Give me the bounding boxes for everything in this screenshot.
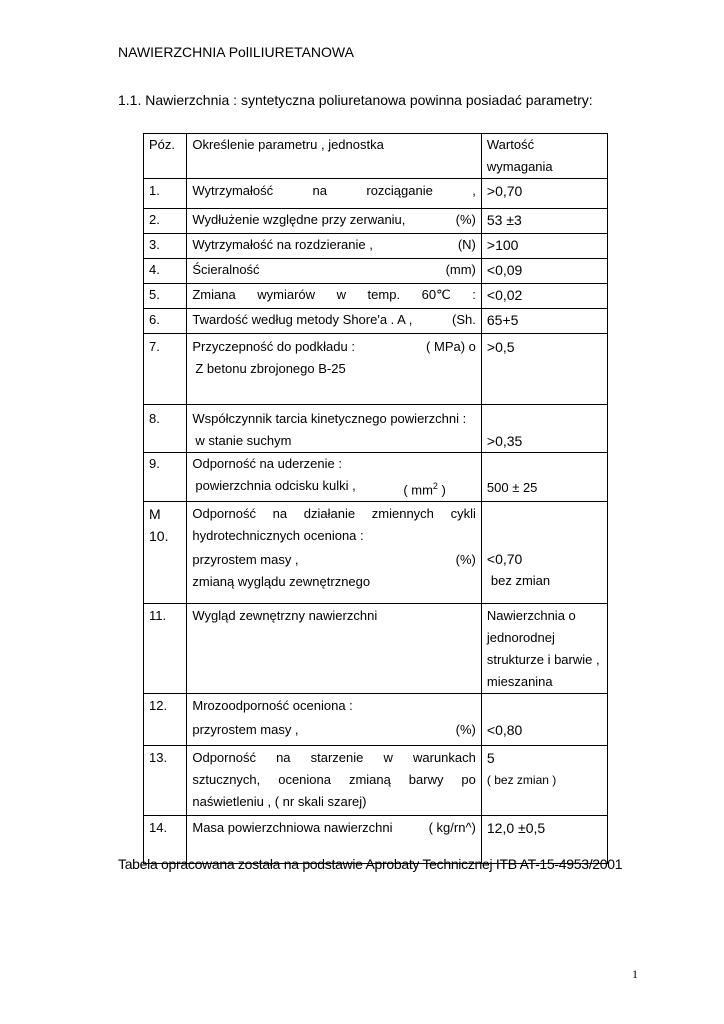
row-value: 65+5	[481, 309, 607, 334]
row-value	[481, 604, 607, 694]
parameters-table	[143, 133, 608, 864]
param-unit: (%)	[455, 552, 476, 568]
row-number: 1.	[144, 179, 187, 209]
param-word: starzenie	[310, 750, 364, 766]
param-unit: (Sh.	[452, 312, 476, 327]
param-text-line3: naświetleniu , ( nr skali szarej)	[192, 794, 367, 810]
row-value: <0,02	[481, 284, 607, 309]
param-word: temp.	[367, 287, 401, 302]
section-heading: 1.1. Nawierzchnia : syntetyczna poliuretanowa powinna posiadać parametry:	[118, 92, 593, 108]
value-line: Nawierzchnia o	[486, 608, 576, 624]
table-row	[144, 694, 608, 746]
param-word: sztucznych,	[192, 772, 261, 788]
param-text: Odporność na uderzenie :	[192, 456, 342, 471]
header-value: Wartość wymagania	[481, 134, 607, 179]
param-word: po	[461, 772, 476, 788]
row-value: <0,80	[481, 694, 607, 746]
table-row	[144, 179, 608, 209]
table-row	[144, 405, 608, 453]
row-number: 11.	[144, 604, 187, 694]
param-word: działanie	[303, 506, 356, 522]
table-row	[144, 284, 608, 309]
param-text: Ścieralność	[192, 262, 260, 277]
row-number: M 10.	[144, 502, 187, 604]
param-text: Współczynnik tarcia kinetycznego powierzchni :	[192, 411, 467, 426]
row-value: 12,0 ±0,5	[481, 816, 607, 864]
row-parameter	[187, 259, 482, 284]
page-number: 1	[632, 967, 638, 981]
param-text: Przyczepność do podkładu :	[192, 339, 355, 354]
row-parameter	[187, 502, 482, 604]
row-parameter: Wygląd zewnętrzny nawierzchni	[187, 604, 482, 694]
param-text: Wydłużenie względne przy zerwaniu,	[192, 212, 406, 227]
table-row	[144, 209, 608, 234]
row-number: 6.	[144, 309, 187, 334]
row-number: 12.	[144, 694, 187, 746]
param-text: Wytrzymałość na rozdzieranie ,	[192, 237, 373, 252]
row-parameter	[187, 694, 482, 746]
param-word: warunkach	[413, 750, 476, 766]
row-parameter	[187, 334, 482, 405]
param-word: wymiarów	[257, 287, 316, 302]
row-number: 8.	[144, 405, 187, 453]
row-number: 2.	[144, 209, 187, 234]
param-word: w	[383, 750, 393, 766]
param-word: Odporność	[192, 750, 256, 766]
row-number: 14.	[144, 816, 187, 864]
value-line1: 5	[486, 750, 495, 767]
header-pos: Póz.	[144, 134, 187, 179]
param-text-line2: w stanie suchym	[195, 433, 292, 448]
param-word: cykli	[450, 506, 476, 522]
table-row	[144, 309, 608, 334]
row-number: 5.	[144, 284, 187, 309]
param-unit: ( $mm^2$ )	[403, 481, 446, 498]
param-text-line4: zmianą wyglądu zewnętrznego	[192, 574, 371, 590]
row-parameter	[187, 234, 482, 259]
row-parameter	[187, 309, 482, 334]
table-row	[144, 334, 608, 405]
param-word: Wytrzymałość	[192, 183, 274, 198]
param-unit: (mm)	[445, 262, 476, 277]
row-number: 13.	[144, 746, 187, 816]
param-unit: (N)	[457, 237, 476, 252]
param-word: na	[276, 750, 291, 766]
row-parameter	[187, 209, 482, 234]
table-source-caption: Tabela opracowana została na podstawie Aprobaty Technicznej ITB AT-15-4953/2001	[118, 856, 623, 872]
row-number: 7.	[144, 334, 187, 405]
value-line2: ( bez zmian )	[486, 773, 557, 788]
param-text-line2: powierzchnia odcisku kulki ,	[195, 478, 356, 493]
param-word: w	[336, 287, 346, 302]
header-parameter: Określenie parametru , jednostka	[187, 134, 482, 179]
table-row	[144, 234, 608, 259]
row-parameter	[187, 179, 482, 209]
param-text-line2: hydrotechnicznych oceniona :	[192, 528, 364, 544]
param-word: :	[472, 287, 476, 302]
param-word: rozciąganie	[366, 183, 433, 198]
param-unit: ( kg/rn^)	[428, 820, 476, 836]
table-row	[144, 259, 608, 284]
param-unit: ( MPa) o	[426, 339, 476, 354]
row-value	[481, 502, 607, 604]
param-text-line2: Z betonu zbrojonego B-25	[195, 361, 346, 376]
param-unit: (%)	[455, 212, 476, 227]
table-row	[144, 453, 608, 502]
param-text: Mrozoodporność oceniona :	[192, 698, 353, 714]
param-unit: (%)	[455, 722, 476, 738]
table-header-row	[144, 134, 608, 179]
param-word: barwy	[408, 772, 444, 788]
param-word: Zmiana	[192, 287, 236, 302]
value-line2: bez zmian	[490, 573, 551, 589]
param-word: na	[312, 183, 327, 198]
row-value: 53 ±3	[481, 209, 607, 234]
row-value	[481, 746, 607, 816]
row-number: 9.	[144, 453, 187, 502]
table-row	[144, 746, 608, 816]
row-value: >0,35	[481, 405, 607, 453]
row-value: 500 ± 25	[481, 453, 607, 502]
param-text-line3: przyrostem masy ,	[192, 552, 299, 568]
param-word: 60℃	[421, 287, 451, 302]
param-word: zmianą	[348, 772, 391, 788]
param-text-line2: przyrostem masy ,	[192, 722, 299, 738]
row-number: 4.	[144, 259, 187, 284]
value-line: jednorodnej	[486, 630, 555, 646]
page-heading: NAWIERZCHNIA PolILIURETANOWA	[118, 44, 354, 60]
row-value: >0,5	[481, 334, 607, 405]
param-text: Twardość według metody Shore'a . A ,	[192, 312, 413, 327]
row-parameter	[187, 746, 482, 816]
value-line: mieszanina	[486, 674, 553, 690]
param-word: Odporność	[192, 506, 256, 522]
table-row	[144, 502, 608, 604]
row-number: 3.	[144, 234, 187, 259]
row-parameter	[187, 453, 482, 502]
param-word: ,	[472, 183, 476, 198]
row-value: >0,70	[481, 179, 607, 209]
value-line1: <0,70	[486, 551, 523, 568]
row-parameter	[187, 405, 482, 453]
table-row	[144, 604, 608, 694]
row-parameter	[187, 284, 482, 309]
param-word: zmiennych	[371, 506, 434, 522]
row-value: >100	[481, 234, 607, 259]
param-word: oceniona	[278, 772, 331, 788]
row-value: <0,09	[481, 259, 607, 284]
param-word: na	[272, 506, 288, 522]
value-line: strukturze i barwie ,	[486, 652, 600, 668]
param-text: Masa powierzchniowa nawierzchni	[192, 820, 393, 836]
